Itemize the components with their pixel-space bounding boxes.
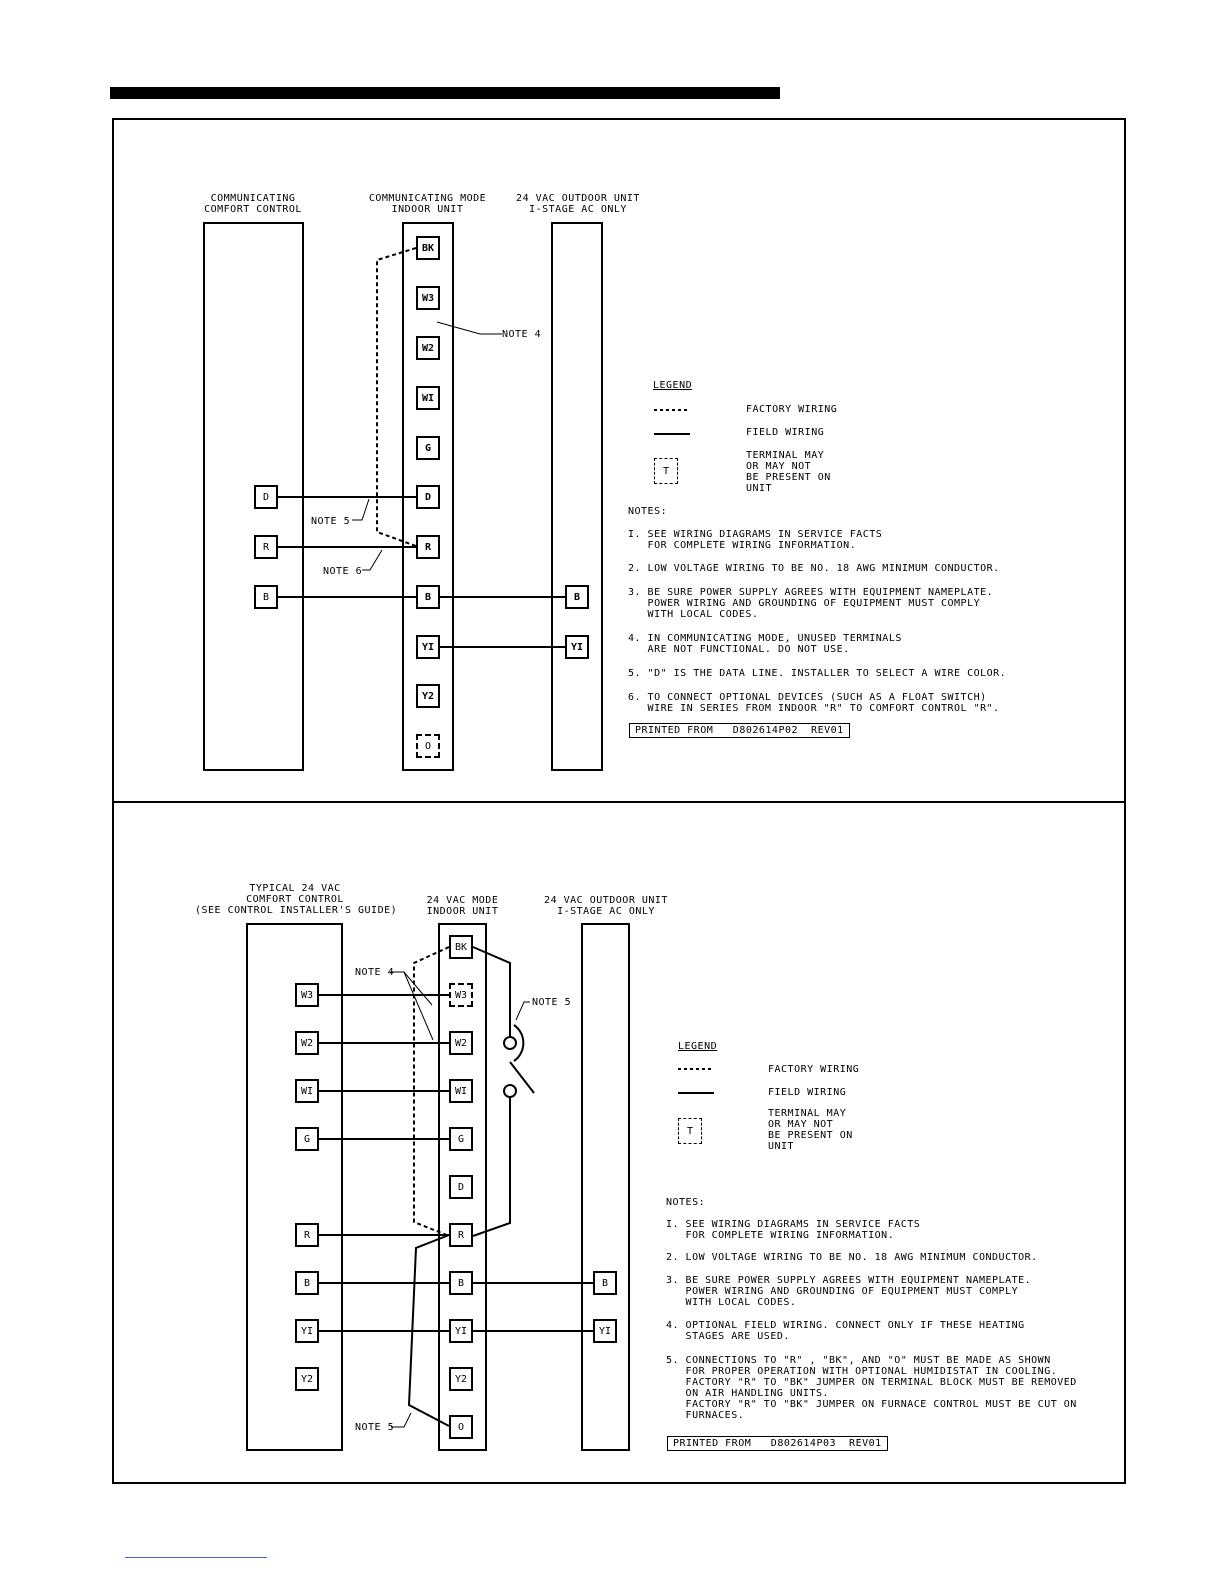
bottom-note-2: 2. LOW VOLTAGE WIRING TO BE NO. 18 AWG MINIMUM CONDUCTOR. <box>666 1252 1038 1263</box>
bottom-control-terminal-y2: Y2 <box>295 1367 319 1391</box>
bottom-legend-title: LEGEND <box>678 1041 718 1052</box>
top-control-terminal-r: R <box>254 535 278 559</box>
bottom-legend-terminal: TERMINAL MAY OR MAY NOT BE PRESENT ON UNIT <box>768 1108 853 1152</box>
top-note-1: I. SEE WIRING DIAGRAMS IN SERVICE FACTS FOR COMPLETE WIRING INFORMATION. <box>628 529 883 551</box>
bottom-printed-from: PRINTED FROM D802614P03 REV01 <box>667 1436 888 1451</box>
top-legend-field: FIELD WIRING <box>746 427 825 438</box>
top-legend-terminal-symbol: T <box>654 458 678 484</box>
top-callout-note6: NOTE 6 <box>323 566 363 577</box>
top-label-comfort-control: COMMUNICATING COMFORT CONTROL <box>204 193 302 215</box>
bottom-control-terminal-w2: W2 <box>295 1031 319 1055</box>
bottom-label-comfort-control: TYPICAL 24 VAC COMFORT CONTROL (SEE CONTROL INSTALLER'S GUIDE) <box>195 883 398 916</box>
top-outdoor-terminal-b: B <box>565 585 589 609</box>
top-indoor-terminal-w2: W2 <box>416 336 440 360</box>
top-note-2: 2. LOW VOLTAGE WIRING TO BE NO. 18 AWG MINIMUM CONDUCTOR. <box>628 563 1000 574</box>
top-notes-title: NOTES: <box>628 506 668 517</box>
top-control-terminal-d: D <box>254 485 278 509</box>
bottom-indoor-terminal-g: G <box>449 1127 473 1151</box>
bottom-label-outdoor-unit: 24 VAC OUTDOOR UNIT I-STAGE AC ONLY <box>544 895 668 917</box>
bottom-indoor-terminal-b: B <box>449 1271 473 1295</box>
bottom-legend-field: FIELD WIRING <box>768 1087 847 1098</box>
bottom-note-1: I. SEE WIRING DIAGRAMS IN SERVICE FACTS FOR COMPLETE WIRING INFORMATION. <box>666 1219 921 1241</box>
bottom-control-terminal-g: G <box>295 1127 319 1151</box>
top-indoor-terminal-o: O <box>416 734 440 758</box>
top-legend-terminal: TERMINAL MAY OR MAY NOT BE PRESENT ON UNIT <box>746 450 831 494</box>
bottom-indoor-terminal-y1: YI <box>449 1319 473 1343</box>
bottom-outdoor-terminal-b: B <box>593 1271 617 1295</box>
top-indoor-terminal-b: B <box>416 585 440 609</box>
bottom-indoor-terminal-y2: Y2 <box>449 1367 473 1391</box>
bottom-notes-title: NOTES: <box>666 1197 706 1208</box>
top-note-5: 5. "D" IS THE DATA LINE. INSTALLER TO SELECT A WIRE COLOR. <box>628 668 1007 679</box>
bottom-indoor-terminal-d: D <box>449 1175 473 1199</box>
bottom-indoor-terminal-w1: WI <box>449 1079 473 1103</box>
top-label-outdoor-unit: 24 VAC OUTDOOR UNIT I-STAGE AC ONLY <box>516 193 640 215</box>
bottom-indoor-terminal-bk: BK <box>449 935 473 959</box>
bottom-note-3: 3. BE SURE POWER SUPPLY AGREES WITH EQUIPMENT NAMEPLATE. POWER WIRING AND GROUNDING OF EQUIPMENT MUST COMPLY WITH LOCAL CODES. <box>666 1275 1032 1308</box>
bottom-callout-note4: NOTE 4 <box>355 967 395 978</box>
top-note-6: 6. TO CONNECT OPTIONAL DEVICES (SUCH AS A FLOAT SWITCH) WIRE IN SERIES FROM INDOOR "R" TO COMFORT CONTROL "R". <box>628 692 1000 714</box>
bottom-note-4: 4. OPTIONAL FIELD WIRING. CONNECT ONLY IF THESE HEATING STAGES ARE USED. <box>666 1320 1025 1342</box>
top-indoor-terminal-w3: W3 <box>416 286 440 310</box>
top-indoor-terminal-bk: BK <box>416 236 440 260</box>
bottom-indoor-terminal-w2: W2 <box>449 1031 473 1055</box>
top-callout-note5: NOTE 5 <box>311 516 351 527</box>
bottom-indoor-terminal-o: O <box>449 1415 473 1439</box>
bottom-callout-note5-bottom: NOTE 5 <box>355 1422 395 1433</box>
top-indoor-terminal-r: R <box>416 535 440 559</box>
bottom-indoor-terminal-r: R <box>449 1223 473 1247</box>
top-note-4: 4. IN COMMUNICATING MODE, UNUSED TERMINALS ARE NOT FUNCTIONAL. DO NOT USE. <box>628 633 902 655</box>
top-callout-note4: NOTE 4 <box>502 329 542 340</box>
top-indoor-terminal-g: G <box>416 436 440 460</box>
top-legend-factory: FACTORY WIRING <box>746 404 838 415</box>
bottom-control-terminal-r: R <box>295 1223 319 1247</box>
top-indoor-terminal-d: D <box>416 485 440 509</box>
top-indoor-terminal-w1: WI <box>416 386 440 410</box>
top-label-indoor-unit: COMMUNICATING MODE INDOOR UNIT <box>368 193 487 215</box>
top-printed-from: PRINTED FROM D802614P02 REV01 <box>629 723 850 738</box>
bottom-indoor-terminal-w3: W3 <box>449 983 473 1007</box>
bottom-legend-factory: FACTORY WIRING <box>768 1064 860 1075</box>
top-note-3: 3. BE SURE POWER SUPPLY AGREES WITH EQUIPMENT NAMEPLATE. POWER WIRING AND GROUNDING OF EQUIPMENT MUST COMPLY WITH LOCAL CODES. <box>628 587 994 620</box>
bottom-control-terminal-w3: W3 <box>295 983 319 1007</box>
bottom-label-indoor-unit: 24 VAC MODE INDOOR UNIT <box>426 895 499 917</box>
bottom-control-terminal-w1: WI <box>295 1079 319 1103</box>
top-control-terminal-b: B <box>254 585 278 609</box>
bottom-callout-note5-top: NOTE 5 <box>532 997 572 1008</box>
bottom-outdoor-terminal-y1: YI <box>593 1319 617 1343</box>
bottom-control-terminal-b: B <box>295 1271 319 1295</box>
top-indoor-terminal-y2: Y2 <box>416 684 440 708</box>
bottom-note-5: 5. CONNECTIONS TO "R" , "BK", AND "O" MUST BE MADE AS SHOWN FOR PROPER OPERATION WITH OPTIONAL HUMIDISTAT IN COOLING. FACTORY "R" TO "BK" JUMPER ON TERMINAL BLOCK MUST BE REMOVED ON AIR HANDLING UNITS. FACTORY "R" TO "BK" JUMPER ON FURNACE CONTROL MUST BE CUT ON FURNACES. <box>666 1355 1077 1421</box>
bottom-control-terminal-y1: YI <box>295 1319 319 1343</box>
top-legend-title: LEGEND <box>653 380 693 391</box>
bottom-legend-terminal-symbol: T <box>678 1118 702 1144</box>
top-indoor-terminal-y1: YI <box>416 635 440 659</box>
top-outdoor-terminal-y1: YI <box>565 635 589 659</box>
